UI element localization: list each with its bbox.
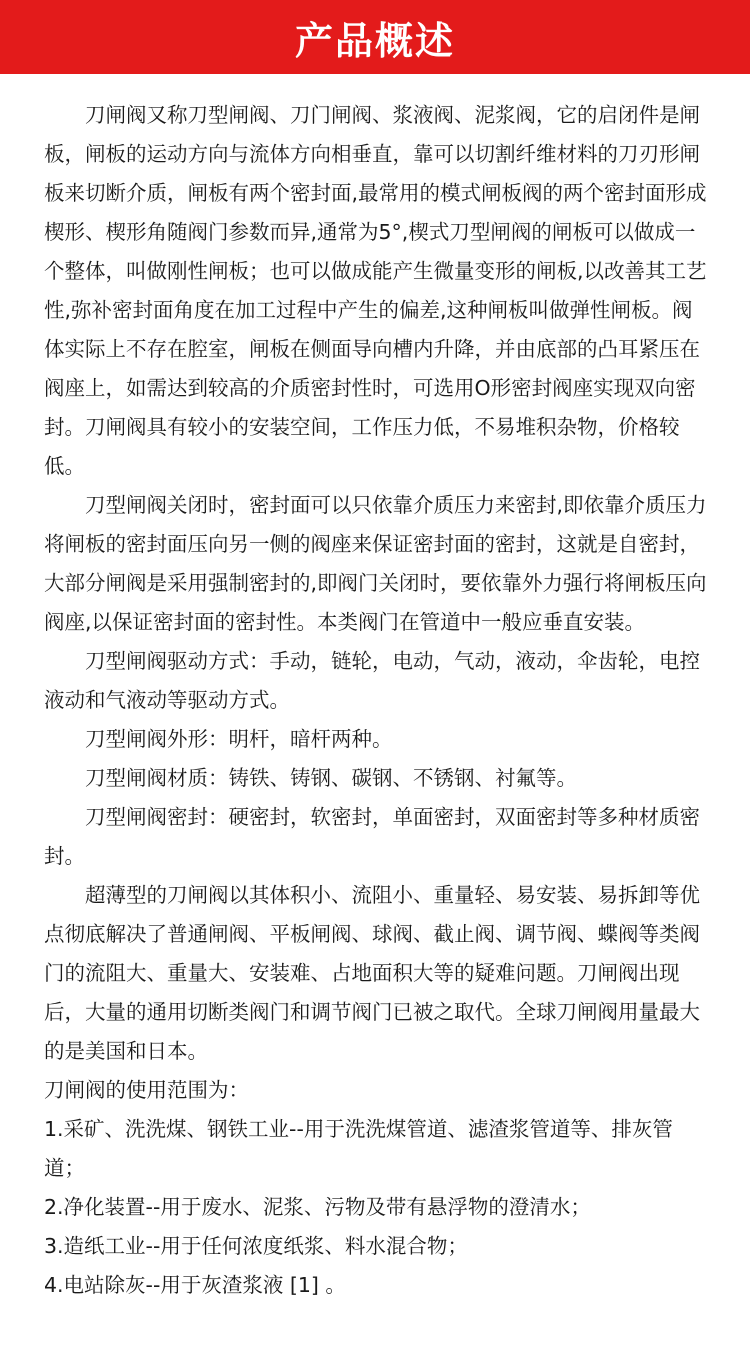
usage-item-power-station: 4.电站除灰--用于灰渣浆液 [1] 。 bbox=[44, 1273, 346, 1297]
paragraph-shape: 刀型闸阀外形：明杆，暗杆两种。 bbox=[85, 727, 393, 751]
usage-heading: 刀闸阀的使用范围为： bbox=[44, 1078, 249, 1102]
paragraph-drive-modes: 刀型闸阀驱动方式：手动，链轮，电动，气动，液动，伞齿轮，电控液动和气液动等驱动方式。 bbox=[44, 649, 700, 712]
page-title: 产品概述 bbox=[294, 18, 455, 63]
header-banner bbox=[0, 0, 750, 74]
paragraph-material: 刀型闸阀材质：铸铁、铸钢、碳钢、不锈钢、衬氟等。 bbox=[85, 766, 577, 790]
usage-item-mining: 1.采矿、洗洗煤、钢铁工业--用于洗洗煤管道、滤渣浆管道等、排灰管道； bbox=[44, 1117, 673, 1180]
paragraph-sealing: 刀型闸阀关闭时，密封面可以只依靠介质压力来密封,即依靠介质压力将闸板的密封面压向另一侧的阀座来保证密封面的密封，这就是自密封，大部分闸阀是采用强制密封的,即阀门关闭时，要依靠外力强行将闸板压向阀座,以保证密封面的密封性。本类阀门在管道中一般应垂直安装。 bbox=[44, 493, 707, 634]
paragraph-intro: 刀闸阀又称刀型闸阀、刀门闸阀、浆液阀、泥浆阀，它的启闭件是闸板，闸板的运动方向与流体方向相垂直，靠可以切割纤维材料的刀刃形闸板来切断介质，闸板有两个密封面,最常用的模式闸板阀的两个密封面形成楔形、楔形角随阀门参数而异,通常为5°,楔式刀型闸阀的闸板可以做成一个整体，叫做刚性闸板；也可以做成能产生微量变形的闸板,以改善其工艺性,弥补密封面角度在加工过程中产生的偏差,这种闸板叫做弹性闸板。阀体实际上不存在腔室，闸板在侧面导向槽内升降，并由底部的凸耳紧压在阀座上，如需达到较高的介质密封性时，可选用O形密封阀座实现双向密封。刀闸阀具有较小的安装空间，工作压力低，不易堆积杂物，价格较低。 bbox=[44, 103, 707, 478]
usage-item-purification: 2.净化装置--用于废水、泥浆、污物及带有悬浮物的澄清水； bbox=[44, 1195, 591, 1219]
product-overview-body bbox=[0, 74, 750, 1305]
usage-item-papermaking: 3.造纸工业--用于任何浓度纸浆、料水混合物； bbox=[44, 1234, 468, 1258]
paragraph-ultrathin: 超薄型的刀闸阀以其体积小、流阻小、重量轻、易安装、易拆卸等优点彻底解决了普通闸阀、平板闸阀、球阀、截止阀、调节阀、蝶阀等类阀门的流阻大、重量大、安装难、占地面积大等的疑难问题。刀闸阀出现后，大量的通用切断类阀门和调节阀门已被之取代。全球刀闸阀用量最大的是美国和日本。 bbox=[44, 883, 700, 1063]
paragraph-seal-types: 刀型闸阀密封：硬密封，软密封，单面密封，双面密封等多种材质密封。 bbox=[44, 805, 700, 868]
